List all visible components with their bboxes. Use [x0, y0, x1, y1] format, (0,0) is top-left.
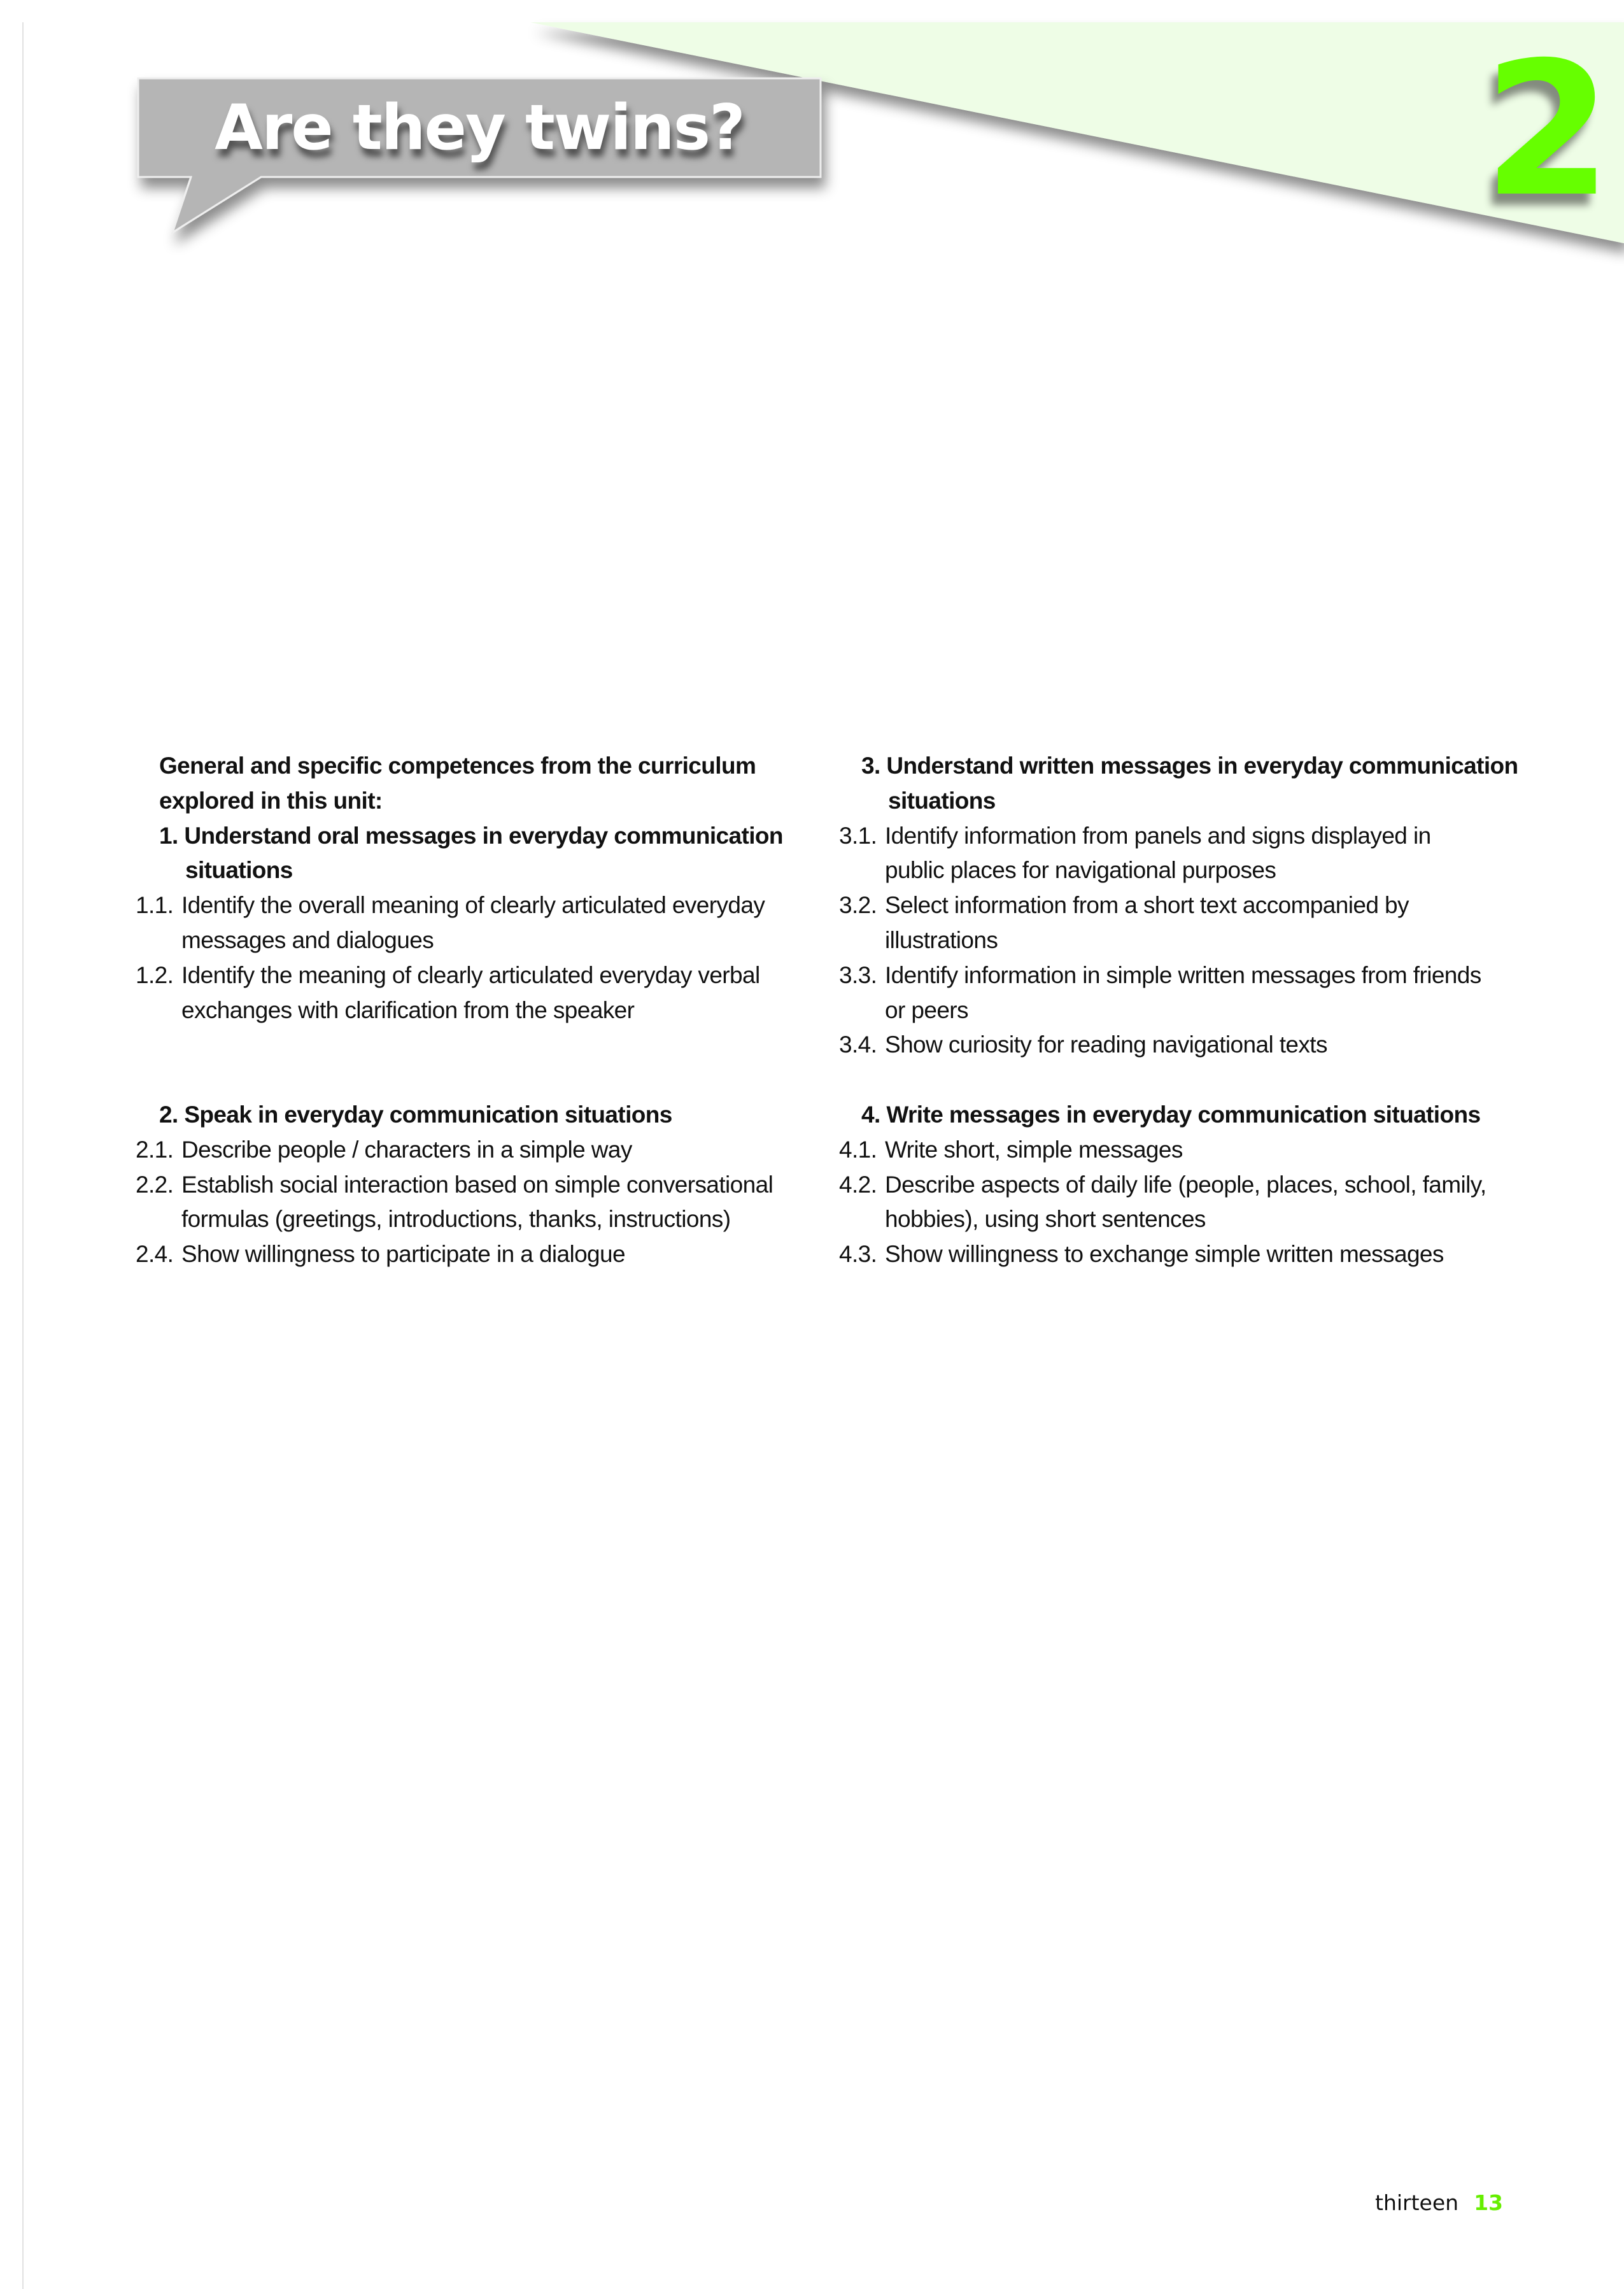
- list-item: 1.1. Identify the overall meaning of clearly articulated everyday: [136, 892, 765, 919]
- page-number: 13: [1474, 2190, 1503, 2215]
- list-item: 3.1. Identify information from panels and signs displayed in: [839, 822, 1431, 849]
- list-item-cont: illustrations: [885, 926, 998, 953]
- page-edge-line: [22, 22, 24, 2289]
- list-item: 3.3. Identify information in simple written messages from friends: [839, 961, 1481, 988]
- section-heading: 3. Understand written messages in everyday communication: [861, 753, 1518, 779]
- list-item: 4.2. Describe aspects of daily life (people, places, school, family,: [839, 1171, 1486, 1198]
- list-item-cont: hobbies), using short sentences: [885, 1206, 1206, 1233]
- page-footer: [1375, 2190, 1503, 2215]
- list-item: 4.1. Write short, simple messages: [839, 1136, 1183, 1163]
- page-number-word: thirteen: [1375, 2190, 1459, 2215]
- section-heading: 4. Write messages in everyday communication situations: [861, 1101, 1481, 1128]
- list-item: 2.1. Describe people / characters in a simple way: [136, 1136, 632, 1163]
- section-heading: 1. Understand oral messages in everyday communication: [159, 822, 783, 849]
- unit-title: Are they twins?: [215, 91, 744, 164]
- list-item-cont: public places for navigational purposes: [885, 857, 1276, 884]
- list-item: 1.2. Identify the meaning of clearly articulated everyday verbal: [136, 961, 760, 988]
- section-heading: situations: [185, 857, 293, 884]
- list-item: 3.4. Show curiosity for reading navigational texts: [839, 1031, 1327, 1058]
- unit-number: 2: [1483, 23, 1612, 237]
- list-item-cont: exchanges with clarification from the speaker: [181, 996, 635, 1023]
- list-item-cont: or peers: [885, 996, 968, 1023]
- intro-line: General and specific competences from the curriculum: [159, 753, 756, 779]
- list-item: 2.4. Show willingness to participate in a dialogue: [136, 1241, 625, 1268]
- intro-line: explored in this unit:: [159, 787, 383, 814]
- list-item-cont: formulas (greetings, introductions, thanks, instructions): [181, 1206, 731, 1233]
- right-column: [839, 749, 1518, 1272]
- list-item: 2.2. Establish social interaction based on simple conversational: [136, 1171, 773, 1198]
- section-heading: situations: [888, 787, 996, 814]
- list-item: 4.3. Show willingness to exchange simple written messages: [839, 1241, 1444, 1268]
- left-column: [136, 749, 783, 1272]
- list-item-cont: messages and dialogues: [181, 926, 434, 953]
- section-heading: 2. Speak in everyday communication situations: [159, 1101, 672, 1128]
- list-item: 3.2. Select information from a short text accompanied by: [839, 892, 1409, 919]
